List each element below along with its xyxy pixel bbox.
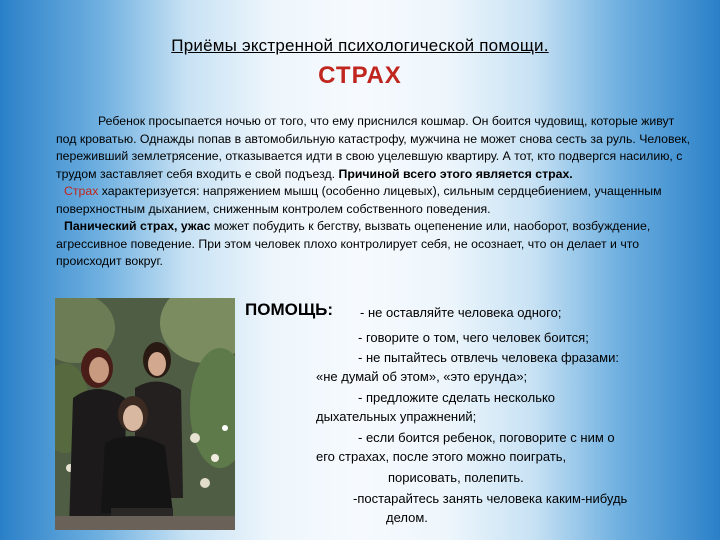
paragraph-1 [56, 113, 696, 183]
panic-term: Панический страх, ужас [64, 219, 211, 233]
body-text [56, 113, 696, 271]
help-item-6-cont: делом. [386, 510, 428, 525]
slide-subtitle: СТРАХ [318, 62, 402, 89]
help-item-3: - не пытайтесь отвлечь человека фразами: [358, 350, 619, 365]
help-item-5-cont: его страхах, после этого можно поиграть, [316, 449, 567, 464]
help-item-5: - если боится ребенок, поговорите с ним о [358, 430, 615, 445]
paragraph-3 [56, 218, 696, 271]
help-item-2: - говорите о том, чего человек боится; [358, 330, 589, 345]
slide-title: Приёмы экстренной психологической помощи. [171, 36, 549, 55]
help-item-4-cont: дыхательных упражнений; [316, 409, 477, 424]
help-item-6: -постарайтесь занять человека каким-нибудь [353, 491, 628, 506]
help-item-1: - не оставляйте человека одного; [360, 305, 562, 320]
help-item-4: - предложите сделать несколько [358, 390, 556, 405]
paragraph-1-text: Ребенок просыпается ночью от того, что ему приснился кошмар. Он боится чудовищ, которые живут под кроватью. Однажды попав в автомобильную катастрофу, мужчина не может снова сесть за руль. Человек, переживший землетрясение, отказывается идти в свою уцелевшую квартиру. А тот, кто подвергся насилию, с трудом заставляет себя входить е свой подъезд. [56, 114, 691, 181]
help-item-5-cont2: порисовать, полепить. [388, 470, 524, 485]
help-item-3-cont: «не думай об этом», «это ерунда»; [316, 369, 528, 384]
fear-term: Страх [64, 184, 99, 198]
paragraph-2 [56, 183, 696, 218]
paragraph-3-text: может побудить к бегству, вызвать оцепенение или, наоборот, возбуждение, агрессивное поведение. При этом человек плохо контролирует себя, не осознает, что он делает и что происходит вокруг. [56, 219, 651, 268]
paragraph-2-text: характеризуется: напряжением мышц (особенно лицевых), сильным сердцебиением, учащенным поверхностным дыханием, сниженным контролем собственного поведения. [56, 184, 662, 216]
photo-people-in-garden [55, 298, 235, 530]
paragraph-1-conclusion: Причиной всего этого является страх. [338, 166, 573, 181]
help-heading: ПОМОЩЬ: [245, 300, 334, 319]
